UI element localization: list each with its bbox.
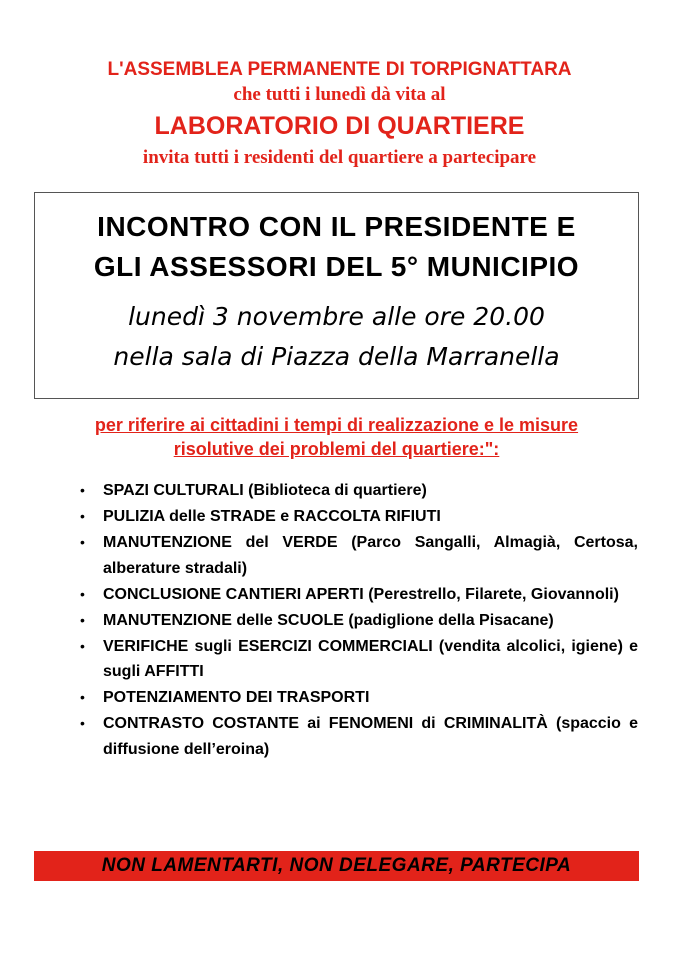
list-item [78, 608, 638, 634]
list-item [78, 582, 638, 608]
invitation-line: invita tutti i residenti del quartiere a partecipare [142, 147, 537, 168]
event-title-line1: INCONTRO CON IL PRESIDENTE E [97, 211, 576, 242]
lab-name: LABORATORIO DI QUARTIERE [154, 112, 525, 140]
bullet-icon: • [80, 715, 85, 731]
organizer-subtitle: che tutti i lunedì dà vita al [233, 84, 446, 105]
list-item [78, 711, 638, 762]
topic-text: MANUTENZIONE del VERDE (Parco Sangalli, Almagià, Certosa, alberature stradali) [103, 534, 638, 577]
list-item [78, 634, 638, 685]
bullet-icon: • [80, 689, 85, 705]
event-title [35, 207, 638, 287]
event-title-line2: GLI ASSESSORI DEL 5° MUNICIPIO [93, 251, 580, 282]
topic-text: CONTRASTO COSTANTE ai FENOMENI di CRIMINALITÀ (spaccio e diffusione dell’eroina) [103, 715, 638, 758]
organizer-name: L'ASSEMBLEA PERMANENTE DI TORPIGNATTARA [107, 59, 572, 80]
bullet-icon: • [80, 611, 85, 628]
purpose-statement [34, 413, 639, 461]
flyer-header [0, 57, 679, 171]
list-item [78, 478, 638, 504]
topic-text: MANUTENZIONE delle SCUOLE (padiglione della Pisacane) [103, 611, 554, 629]
event-location: nella sala di Piazza della Marranella [113, 342, 560, 371]
bullet-icon: • [80, 585, 85, 602]
purpose-line1: per riferire ai cittadini i tempi di realizzazione e le misure [94, 415, 579, 435]
event-details [35, 297, 638, 377]
event-box [34, 192, 639, 399]
list-item [78, 685, 638, 711]
bullet-icon: • [80, 482, 85, 498]
purpose-line2: risolutive dei problemi del quartiere:": [173, 439, 500, 459]
bullet-icon: • [80, 508, 85, 524]
slogan-banner: NON LAMENTARTI, NON DELEGARE, PARTECIPA [34, 851, 639, 881]
topic-text: VERIFICHE sugli ESERCIZI COMMERCIALI (vendita alcolici, igiene) e sugli AFFITTI [103, 637, 638, 680]
topic-text: POTENZIAMENTO DEI TRASPORTI [103, 689, 370, 706]
bullet-icon: • [80, 637, 85, 654]
event-datetime: lunedì 3 novembre alle ore 20.00 [128, 302, 545, 331]
list-item [78, 504, 638, 530]
topic-text: PULIZIA delle STRADE e RACCOLTA RIFIUTI [103, 508, 441, 525]
topic-text: SPAZI CULTURALI (Biblioteca di quartiere) [103, 482, 427, 499]
list-item [78, 530, 638, 581]
topics-list [78, 478, 638, 763]
topic-text: CONCLUSIONE CANTIERI APERTI (Perestrello, Filarete, Giovannoli) [103, 585, 619, 603]
bullet-icon: • [80, 534, 85, 550]
